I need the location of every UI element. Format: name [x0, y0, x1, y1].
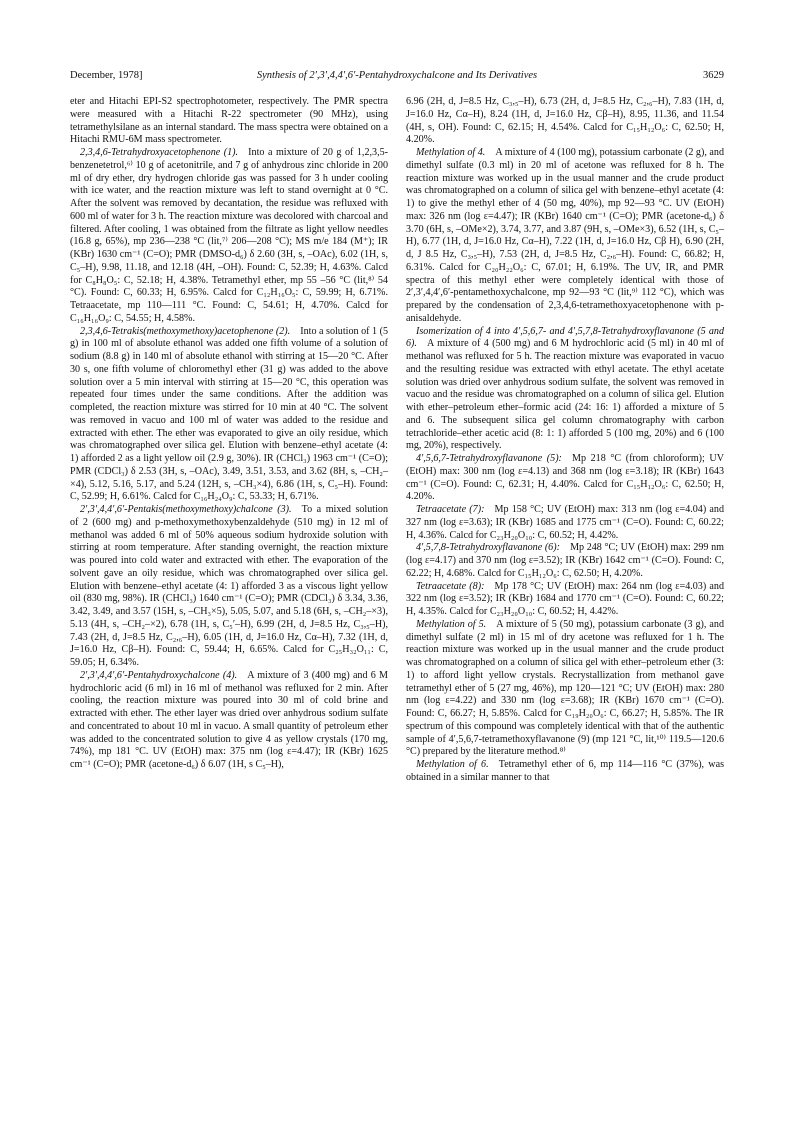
paragraph — [70, 326, 388, 505]
paragraph — [406, 96, 724, 147]
paragraph-title: 2′,3′,4,4′,6′-Pentahydroxychalcone (4). — [80, 669, 238, 681]
paragraph — [406, 326, 724, 454]
paragraph — [70, 504, 388, 670]
paragraph-body: Tetramethyl ether of 6, mp 114—116 °C (37%), was obtained in a similar manner to that — [406, 759, 724, 783]
left-column — [70, 96, 388, 772]
paragraph-body: A mixture of 4 (500 mg) and 6 M hydrochloric acid (5 ml) in 40 ml of methanol was refluxed for 5 h. The reaction mixture was evaporated in vacuo and the resulting residue was extracted with ethyl acetate. The ethyl acetate solution was dried over anhydrous sodium sulfate, the solvent was removed in vacuo and the residue was chromatographed on a column of silica gel. Elution with ether–petroleum ether–formic acid (24: 16: 1) afforded a mixture of 5 and 6. The subsequent silica gel column chromatography with carbon tetrachloride–ether acetic acid (8: 1: 1) afforded 5 (100 mg, 20%) and 6 (100 mg, 20%), respectively. — [406, 338, 724, 452]
paragraph — [406, 759, 724, 785]
paragraph-title: 4′,5,6,7-Tetrahydroxyflavanone (5): — [416, 453, 562, 464]
paragraph — [406, 147, 724, 326]
paragraph-title: 2,3,4,6-Tetrakis(methoxymethoxy)acetophenone (2). — [80, 325, 291, 337]
paragraph-body: Into a mixture of 20 g of 1,2,3,5-benzenetetrol,⁶⁾ 10 g of acetonitrile, and 7 g of anhydrous zinc chloride in 200 ml of dry ether, dry hydrogen chloride gas was passed for 3 h under cooling with ice water, and the reaction mixture was left to stand overnight at 0 °C. After the solvent was removed by decantation, the residue was refluxed with 600 ml of water for 3 h. The reaction mixture was decolored with charcoal and filtered. After cooling, 1 was obtained from the filtrate as light yellow needles (16.8 g, 65%), mp 236—238 °C (lit,⁷⁾ 206—208 °C); MS m/e 184 (M⁺); IR (KBr) 1630 cm⁻¹ (C=O); PMR (DMSO-d₆) δ 2.60 (3H, s, –OAc), 6.02 (1H, s, C₅–H), 9.98, 11.18, and 12.18 (4H, –OH). Found: C, 52.39; H, 4.63%. Calcd for C₈H₈O₅: C, 52.18; H, 4.38%. Tetramethyl ether, mp 55 –56 °C (lit,⁸⁾ 54 °C). Found: C, 60.33; H, 6.95%. Calcd for C₁₂H₁₆O₅: C, 59.99; H, 6.71%. Tetraacetate, mp 110—111 °C. Found: C, 54.61; H, 4.70%. Calcd for C₁₆H₁₆O₉: C, 54.55; H, 4.58%. — [70, 147, 389, 324]
paragraph — [406, 619, 724, 759]
paragraph — [70, 670, 388, 772]
header-title: Synthesis of 2′,3′,4,4′,6′-Pentahydroxychalcone and Its Derivatives — [256, 70, 538, 81]
paragraph-body: A mixture of 3 (400 mg) and 6 M hydrochloric acid (6 ml) in 16 ml of methanol was refluxed for 2 min. After cooling, the reaction mixture was poured into 30 ml of cold brine and extracted with ether. The ether layer was dried over anhydrous sodium sulfate and concentrated to about 10 ml in vacuo. A small quantity of petroleum ether was added to the concentrated solution to give 4 as yellow crystals (170 mg, 74%), mp 181 °C. UV (EtOH) max: 375 nm (log ε=4.47); IR (KBr) 1625 cm⁻¹ (C=O); PMR (acetone-d₆) δ 6.07 (1H, s C₅–H), — [70, 669, 388, 770]
paragraph — [406, 504, 724, 542]
paragraph-body: Mp 178 °C; UV (EtOH) max: 264 nm (log ε=4.03) and 322 nm (log ε=3.52); IR (KBr) 1684 and 1770 cm⁻¹ (C=O). Found: C, 60.22; H, 4.35%. Calcd for C₂₃H₂₀O₁₀: C, 60.52; H, 4.42%. — [406, 580, 724, 617]
paragraph-body: Into a solution of 1 (5 g) in 100 ml of absolute ethanol was added one fifth volume of a solution of sodium (8.8 g) in 140 ml of absolute ethanol with stirring at 15—20 °C. After 30 s, one fifth volume of chloromethyl ether (31 g) was added to the above solution over a 5 min interval with stirring at 15—20 °C, this operation was repeated four times under the same conditions. After the addition was completed, the reaction mixture was stirred for 10 min at 40 °C. The solvent was removed in vacuo and 100 ml of water was added to the residue and extracted with ether. The ether was evaporated to give an oily residue, which was chromatographed over silica gel. Elution with benzene–ethyl acetate (4: 1) afforded 2 as a light yellow oil (2.9 g, 30%). IR (CHCl₃) 1963 cm⁻¹ (C=O); PMR (CDCl₃) δ 2.53 (3H, s, –OAc), 3.49, 3.51, 3.53, and 3.62 (8H, s, –CH₂–×4), 5.12, 5.16, 5.17, and 5.24 (12H, s, –CH₃×4), 6.86 (1H, s, C₅–H). Found: C, 52.99; H, 6.61%. Calcd for C₁₆H₂₄O₉: C, 53.33; H, 6.71%. — [70, 325, 389, 503]
paragraph-title: 2′,3′,4,4′,6′-Pentakis(methoxymethoxy)chalcone (3). — [80, 504, 292, 515]
paragraph-body: Mp 158 °C; UV (EtOH) max: 313 nm (log ε=4.04) and 327 nm (log ε=3.63); IR (KBr) 1685 and 1775 cm⁻¹ (C=O). Found: C, 60.22; H, 4.36%. Calcd for C₂₃H₂₀O₁₀: C, 60.52; H, 4.42%. — [406, 504, 724, 541]
paragraph-title: Tetraacetate (7): — [416, 504, 485, 515]
right-column — [406, 96, 724, 785]
paragraph-title: Methylation of 6. — [416, 759, 489, 770]
paragraph-title: Methylation of 4. — [416, 147, 486, 158]
running-header — [70, 70, 724, 86]
paragraph-title: Tetraacetate (8): — [416, 580, 485, 592]
paragraph-body: 6.96 (2H, d, J=8.5 Hz, C₃,₅–H), 6.73 (2H, d, J=8.5 Hz, C₂,₆–H), 7.83 (1H, d, J=16.0 Hz, Cα–H), 8.24 (1H, d, J=16.0 Hz, Cβ–H), 8.95, 11.36, and 11.54 (4H, s, OH). Found: C, 62.15; H, 4.54%. Calcd for C₁₅H₁₂O₆: C, 62.50; H, 4.20%. — [406, 96, 724, 146]
paragraph-title: Isomerization of 4 into 4′,5,6,7- and 4′,5,7,8-Tetrahydroxyflavanone (5 and 6). — [406, 325, 724, 350]
paragraph — [70, 96, 388, 147]
paragraph-body: A mixture of 4 (100 mg), potassium carbonate (2 g), and dimethyl sulfate (0.3 ml) in 20 ml of acetone was refluxed for 8 h. The reaction mixture was worked up in the usual manner and the crude product was chromatographed on a column of silica gel with benzene–ethyl acetate (4: 1) to give the methyl ether of 4 (50 mg, 40%), mp 92—93 °C. UV (EtOH) max: 326 nm (log ε=4.47); IR (KBr) 1640 cm⁻¹ (C=O); PMR (acetone-d₆) δ 3.70 (6H, s, –OMe×2), 3.74, 3.77, and 3.87 (9H, s, –OMe×3), 6.52 (1H, s, C₅–H), 6.77 (1H, d, J=16.0 Hz, Cα–H), 7.22 (1H, d, J=16.0 Hz, Cβ H), 6.90 (2H, d, J 8.5 Hz, C₃,₅–H), 7.53 (2H, d, J=8.5 Hz, C₂,₆–H). Found: C, 66.82; H, 6.31%. Calcd for C₂₀H₂₂O₆: C, 67.01; H, 6.19%. The UV, IR, and PMR spectra of this methyl ether were completely identical with those of 2′,3′,4,4′,6′-pentamethoxychalcone, mp 92—93 °C (lit,⁹⁾ 112 °C), which was prepared by the condensation of 2,3,4,6-tetramethoxyacetophenone with p-anisaldehyde. — [406, 147, 724, 324]
paragraph-title: Methylation of 5. — [416, 618, 487, 630]
paragraph-body: eter and Hitachi EPI-S2 spectrophotometer, respectively. The PMR spectra were measured with a Hitachi R-22 spectrometer (90 MHz), using tetramethylsilane as an internal standard. The mass spectra were obtained on a Hitachi RMU-6M mass spectrometer. — [70, 96, 388, 146]
paragraph-body: A mixture of 5 (50 mg), potassium carbonate (3 g), and dimethyl sulfate (2 ml) in 15 ml of dry acetone was refluxed for 1 h. The reaction mixture was worked up in the usual manner and the crude product was chromatographed on a column of silica gel with ether–petroleum ether (3: 1) to afford light yellow crystals. Recrystallization from methanol gave tetramethyl ether of 5 (27 mg, 46%), mp 120—121 °C; UV (EtOH) max: 280 nm (log ε=4.22) and 330 nm (log ε=3.68); IR (KBr) 1670 cm⁻¹ (C=O). Found: C, 66.27; H, 5.85%. Calcd for C₁₉H₂₀O₆: C, 66.27; H, 5.85%. The IR spectrum of this compound was completely identical with that of the authentic sample of 4′,5,6,7-tetramethoxyflavanone (9) (mp 121 °C, lit,¹⁰⁾ 119.5—120.6 °C) prepared by the literature method.⁸⁾ — [406, 618, 724, 758]
paragraph-title: 4′,5,7,8-Tetrahydroxyflavanone (6): — [416, 542, 560, 554]
paragraph-title: 2,3,4,6-Tetrahydroxyacetophenone (1). — [80, 147, 239, 158]
paragraph — [70, 147, 388, 326]
paragraph-body: Mp 248 °C; UV (EtOH) max: 299 nm (log ε=4.17) and 370 nm (log ε=3.52); IR (KBr) 1642 cm⁻¹ (C=O). Found: C, 62.22; H, 4.68%. Calcd for C₁₅H₁₂O₆: C, 62.50; H, 4.20%. — [406, 542, 724, 579]
page-number: 3629 — [703, 70, 724, 81]
paragraph — [406, 542, 724, 580]
paragraph — [406, 453, 724, 504]
header-date: December, 1978] — [70, 70, 143, 81]
paragraph-body: Mp 218 °C (from chloroform); UV (EtOH) max: 300 nm (log ε=4.13) and 368 nm (log ε=3.18); IR (KBr) 1643 cm⁻¹ (C=O). Found: C, 62.31; H, 4.40%. Calcd for C₁₅H₁₂O₆: C, 62.50; H, 4.20%. — [406, 453, 724, 503]
paragraph — [406, 581, 724, 619]
paragraph-body: To a mixed solution of 2 (600 mg) and p-methoxymethoxybenzaldehyde (510 mg) in 12 ml of methanol was added 6 ml of 50% aqueous sodium hydroxide solution with stirring at room temperature. After standing overnight, the reaction mixture was poured into cold water and extracted with ether. The evaporation of the solvent gave an oily residue, which was chromatographed over silica gel. Elution with benzene–ethyl acetate (4: 1) afforded 3 as a viscous light yellow oil (830 mg, 98%). IR (CHCl₃) 1640 cm⁻¹ (C=O); PMR (CDCl₃) δ 3.34, 3.36, 3.42, 3.49, and 3.57 (15H, s, –CH₃×5), 5.05, 5.07, and 5.18 (6H, s, –CH₂–×3), 5.13 (4H, s, –CH₂–×2), 6.78 (1H, s, C₅′–H), 6.99 (2H, d, J=8.5 Hz, C₃,₅–H), 7.43 (2H, d, J=8.5 Hz, C₂,₆–H), 6.05 (1H, d, J=16.0 Hz, Cα–H), 7.32 (1H, d, J=16.0 Hz, Cβ–H). Found: C, 59.44; H, 6.65%. Calcd for C₂₅H₃₂O₁₁: C, 59.05; H, 6.34%. — [70, 504, 388, 668]
